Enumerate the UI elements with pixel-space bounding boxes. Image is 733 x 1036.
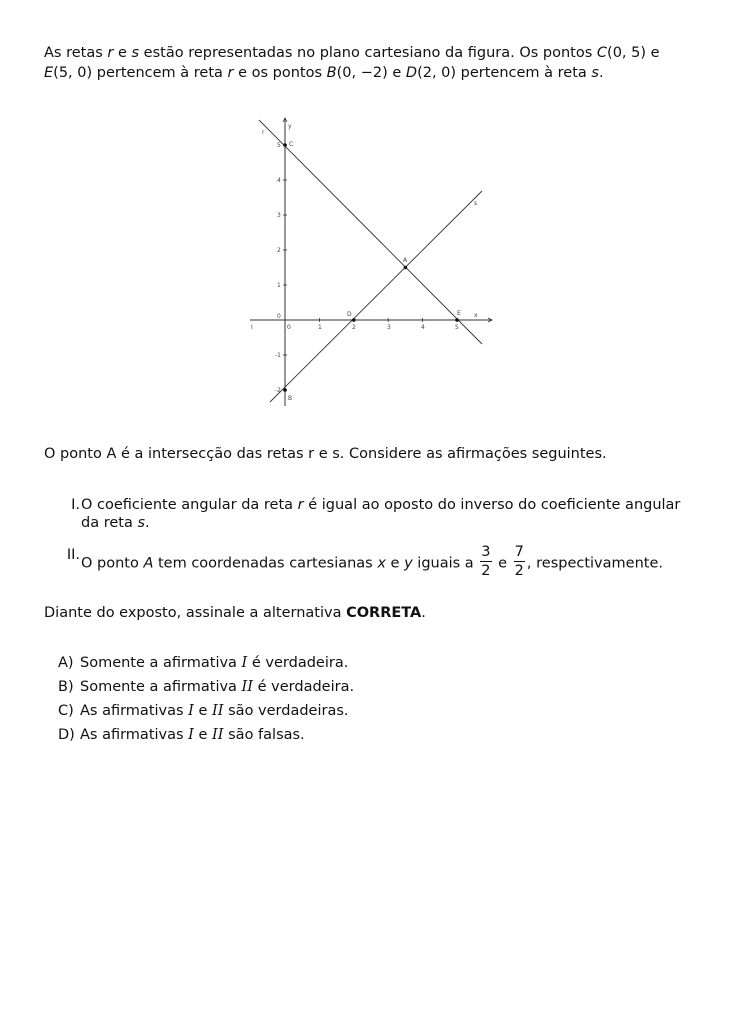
var-s: s — [131, 45, 140, 61]
intro-text: As retas — [44, 45, 108, 61]
point-c-label: C — [289, 141, 294, 148]
var-r: r — [107, 45, 114, 61]
intro-text: pertencem à reta — [456, 65, 592, 81]
x-tick-label: I — [251, 324, 253, 331]
x-tick-label: 5 — [455, 324, 459, 331]
point-e-name: E — [44, 65, 54, 81]
line-r — [259, 120, 482, 344]
x-axis-label: x — [474, 312, 478, 319]
intro-line-1 — [44, 43, 660, 63]
point-e-label: E — [457, 310, 461, 317]
point-a-label: A — [403, 257, 408, 264]
y-tick-label: 1 — [277, 282, 281, 289]
instruction-text: Diante do exposto, assinale a alternativa — [44, 605, 347, 621]
y-tick-label: 5 — [277, 142, 281, 149]
intro-text: estão representadas no plano cartesiano da figura. Os pontos — [139, 45, 597, 61]
intro-line-2 — [44, 63, 604, 83]
line-s-label: s — [474, 200, 478, 207]
intro-text: e os pontos — [233, 65, 327, 81]
point-e — [455, 318, 459, 322]
option-label: A) — [58, 655, 74, 671]
instruction-text: . — [421, 605, 426, 621]
point-b-name: B — [326, 65, 337, 81]
var-r: r — [227, 65, 234, 81]
y-tick-label: 2 — [277, 247, 281, 254]
point-b-label: B — [288, 395, 293, 402]
point-d — [352, 318, 356, 322]
point-a — [404, 266, 408, 270]
line-r-label: r — [262, 129, 265, 136]
intro-text: e — [113, 45, 132, 61]
intro-text: pertencem à reta — [92, 65, 228, 81]
affirmation-number: I. — [71, 497, 80, 513]
x-tick-label: 0 — [287, 324, 291, 331]
fraction-3-over-2: $\frac{3}{2}$ — [481, 544, 491, 579]
y-tick-label: 0 — [277, 313, 281, 320]
point-c-coords: (0, 5) — [607, 45, 647, 61]
instruction — [44, 603, 426, 623]
instruction-emphasis: CORRETA — [346, 605, 422, 621]
point-d-name: D — [405, 65, 418, 81]
point-c — [283, 143, 287, 147]
var-s: s — [591, 65, 599, 81]
line-s — [270, 191, 482, 402]
y-tick-label: 4 — [277, 177, 281, 184]
intro-text: e — [646, 45, 660, 61]
point-d-coords: (2, 0) — [417, 65, 457, 81]
option-d[interactable]: D) As afirmativas I e II são falsas. — [58, 727, 305, 743]
y-tick-label: -1 — [275, 352, 281, 359]
option-c[interactable]: C) As afirmativas I e II são verdadeiras. — [58, 703, 349, 719]
option-label: B) — [58, 679, 74, 695]
point-b-coords: (0, −2) — [336, 65, 388, 81]
option-label: D) — [58, 727, 75, 743]
option-b[interactable]: B) Somente a afirmativa II é verdadeira. — [58, 679, 355, 695]
x-tick-label: 3 — [387, 324, 391, 331]
intro-text: . — [598, 65, 604, 81]
point-b — [283, 388, 287, 392]
x-tick-label: 1 — [318, 324, 322, 331]
affirmation-text: O ponto A tem coordenadas cartesianas x e y iguais a $\frac{3}{2}$ e $\frac{7}{2}$ , respectivamente. — [81, 544, 663, 579]
fraction-7-over-2: $\frac{7}{2}$ — [514, 544, 524, 579]
x-tick-label: 4 — [421, 324, 425, 331]
statement: O ponto A é a intersecção das retas r e s. Considere as afirmações seguintes. — [44, 446, 607, 462]
affirmation-text: O coeficiente angular da reta r é igual ao oposto do inverso do coeficiente angular — [81, 497, 681, 513]
cartesian-plane-figure — [240, 110, 500, 410]
point-d-label: D — [347, 311, 352, 318]
x-tick-label: 2 — [352, 324, 356, 331]
point-c-name: C — [596, 45, 608, 61]
affirmation-number: II. — [66, 547, 80, 563]
y-tick-label: 3 — [277, 212, 281, 219]
intro-text: e — [387, 65, 406, 81]
point-e-coords: (5, 0) — [53, 65, 93, 81]
y-tick-label: -2 — [275, 387, 281, 394]
y-axis-label: y — [288, 123, 292, 130]
option-label: C) — [58, 703, 74, 719]
affirmation-text-cont: da reta s. — [81, 515, 150, 531]
option-a[interactable]: A) Somente a afirmativa I é verdadeira. — [58, 655, 349, 671]
